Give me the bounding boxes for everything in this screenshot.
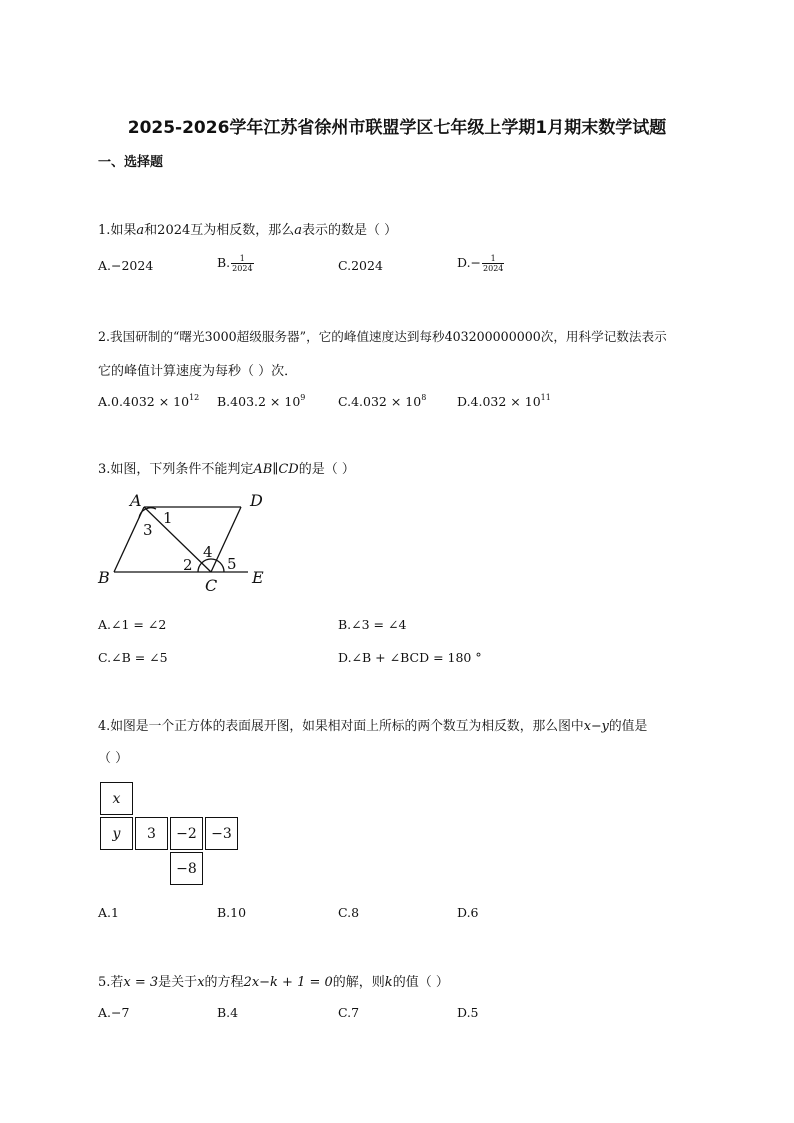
- q2-option-c: [338, 394, 426, 409]
- label-angle-5: 5: [227, 555, 237, 573]
- q5-option-d: D.5: [457, 1005, 479, 1020]
- q3-text-a: 3.如图，下列条件不能判定: [98, 462, 254, 477]
- question-1-stem: [98, 219, 397, 238]
- fraction-denominator: 2024: [483, 264, 504, 273]
- q5-option-b: B.4: [217, 1005, 239, 1020]
- q1-option-d-prefix: D.−: [457, 255, 482, 270]
- q5-option-a: A.−7: [98, 1005, 130, 1020]
- fraction-denominator: 2024: [232, 264, 253, 273]
- q1-option-b: [217, 254, 254, 273]
- label-point-c: C: [205, 576, 218, 595]
- question-2-line-1: 2.我国研制的“曙光3000超级服务器”，它的峰值速度达到每秒403200000000次，用科学记数法表示: [98, 329, 667, 344]
- q4-option-b: B.10: [217, 905, 247, 920]
- q3-option-b: B.∠3 = ∠4: [338, 617, 407, 632]
- label-angle-4: 4: [203, 543, 213, 561]
- q5-option-c: C.7: [338, 1005, 360, 1020]
- question-3-stem: [98, 458, 355, 477]
- fraction-numerator: 1: [482, 254, 504, 264]
- q1-option-c: C.2024: [338, 258, 383, 273]
- q5-text-e: 的值（ ）: [392, 975, 449, 990]
- q2-option-d: [457, 394, 551, 409]
- q1-option-a: A.−2024: [98, 258, 154, 273]
- cell-label: −3: [211, 825, 232, 842]
- label-point-b: B: [98, 568, 110, 587]
- cell-label: x: [112, 790, 121, 807]
- q2-option-d-base: D.4.032 × 10: [457, 394, 541, 409]
- exam-title: 2025-2026学年江苏省徐州市联盟学区七年级上学期1月期末数学试题: [127, 118, 667, 138]
- q1-var-b: a: [294, 223, 303, 238]
- label-point-e: E: [252, 568, 264, 587]
- net-cell-3: [135, 817, 168, 850]
- label-point-a: A: [130, 491, 142, 510]
- net-cell-minus-3: [205, 817, 238, 850]
- q1-option-d: [457, 254, 504, 273]
- q5-math-c: 2x−k + 1 = 0: [243, 975, 333, 990]
- q3-text-b: 的是（ ）: [298, 462, 355, 477]
- q1-text-a: 1.如果: [98, 223, 137, 238]
- q5-text-b: 是关于: [158, 975, 198, 990]
- q2-option-a: [98, 394, 199, 409]
- q5-text-d: 的解，则: [332, 975, 385, 990]
- q1-text-c: 表示的数是（ ）: [302, 223, 398, 238]
- label-angle-3: 3: [143, 521, 153, 539]
- q4-text-b: 的值是: [608, 719, 648, 734]
- q2-option-c-base: C.4.032 × 10: [338, 394, 422, 409]
- cube-net: [100, 782, 240, 887]
- q2-option-a-base: A.0.4032 × 10: [98, 394, 190, 409]
- q1-option-b-prefix: B.: [217, 255, 231, 270]
- q2-option-a-exponent: 12: [189, 393, 200, 402]
- question-5-stem: [98, 971, 449, 990]
- q5-math-b: x: [197, 975, 205, 990]
- net-cell-minus-2: [170, 817, 203, 850]
- label-angle-1: 1: [163, 509, 173, 527]
- q4-math: x−y: [583, 719, 609, 734]
- q3-geometry-figure: [90, 488, 280, 598]
- q3-option-d: D.∠B + ∠BCD = 180 °: [338, 650, 482, 665]
- net-cell-x: [100, 782, 133, 815]
- q3-math: AB∥CD: [253, 462, 299, 477]
- net-cell-minus-8: [170, 852, 203, 885]
- q5-math-a: x = 3: [123, 975, 159, 990]
- label-point-d: D: [250, 491, 263, 510]
- cell-label: −2: [176, 825, 197, 842]
- q4-option-c: C.8: [338, 905, 360, 920]
- q2-option-b-base: B.403.2 × 10: [217, 394, 301, 409]
- cell-label: y: [112, 825, 121, 842]
- line-ac: [144, 507, 211, 572]
- fraction-numerator: 1: [231, 254, 253, 264]
- q1-text-b: 和2024互为相反数，那么: [144, 223, 295, 238]
- q4-option-d: D.6: [457, 905, 479, 920]
- q5-text-c: 的方程: [204, 975, 244, 990]
- q1-var-a: a: [136, 223, 145, 238]
- cell-label: 3: [147, 825, 156, 842]
- q1-option-d-fraction: [482, 254, 504, 273]
- q4-text-a: 4.如图是一个正方体的表面展开图，如果相对面上所标的两个数互为相反数，那么图中: [98, 719, 584, 734]
- section-heading: 一、选择题: [98, 155, 164, 170]
- q2-option-c-exponent: 8: [421, 393, 427, 402]
- q5-math-d: k: [384, 975, 393, 990]
- q3-option-c: C.∠B = ∠5: [98, 650, 168, 665]
- question-4-line-1: [98, 715, 647, 734]
- cell-label: −8: [176, 860, 197, 877]
- q2-option-b-exponent: 9: [300, 393, 306, 402]
- q4-option-a: A.1: [98, 905, 119, 920]
- net-cell-y: [100, 817, 133, 850]
- q1-option-b-fraction: [231, 254, 253, 273]
- q5-text-a: 5.若: [98, 975, 124, 990]
- question-4-line-2: （ ）: [98, 751, 129, 766]
- q2-option-b: [217, 394, 305, 409]
- question-2-line-2: 它的峰值计算速度为每秒（ ）次．: [98, 364, 298, 379]
- label-angle-2: 2: [183, 556, 193, 574]
- q3-option-a: A.∠1 = ∠2: [98, 617, 167, 632]
- q2-option-d-exponent: 11: [540, 393, 551, 402]
